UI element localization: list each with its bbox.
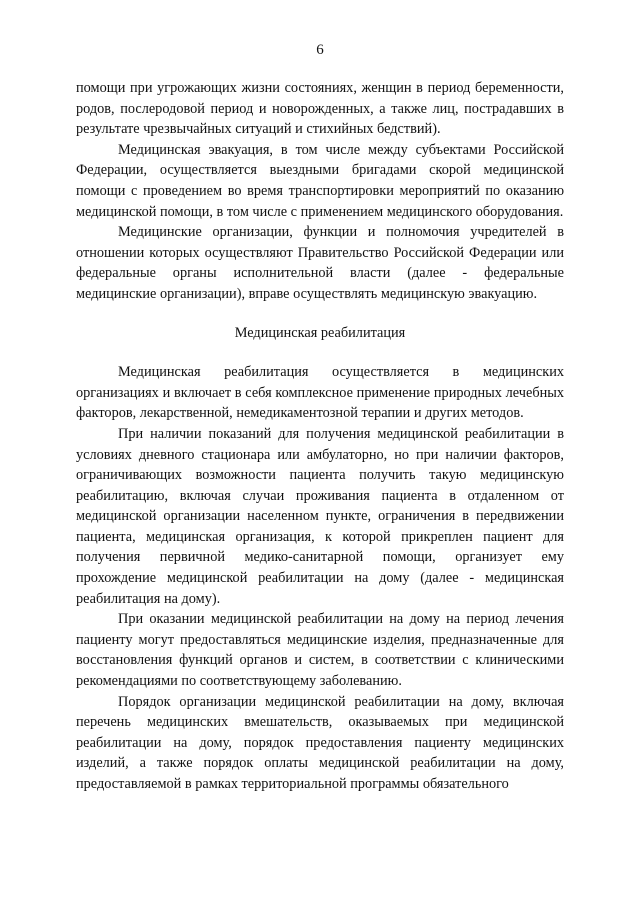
document-body [76, 78, 564, 795]
paragraph-procedure: Порядок организации медицинской реабилитации на дому, включая перечень медицинских вмешательств, оказываемых при медицинской реабилитации на дому, порядок предоставления пациенту медицинских изделий, а также порядок оплаты медицинской реабилитации на дому, предоставляемой в рамках территориальной программы обязательного [76, 693, 564, 792]
paragraph-federal-organizations: Медицинские организации, функции и полномочия учредителей в отношении которых осуществляют Правительство Российской Федерации или федеральные органы исполнительной власти (далее - федеральные медицинские организации), вправе осуществлять медицинскую эвакуацию. [76, 224, 564, 302]
paragraph-rehabilitation-definition: Медицинская реабилитация осуществляется в медицинских организациях и включает в себя комплексное применение природных лечебных факторов, лекарственной, немедикаментозной терапии и других методов. [76, 364, 564, 422]
paragraph-medical-devices: При оказании медицинской реабилитации на дому на период лечения пациенту могут предоставляться медицинские изделия, предназначенные для восстановления функций органов и систем, в соответствии с клиническими рекомендациями по соответствующему заболеванию. [76, 611, 564, 690]
paragraph-continued: помощи при угрожающих жизни состояниях, женщин в период беременности, родов, послеродовой период и новорожденных, а также лиц, пострадавших в результате чрезвычайных ситуаций и стихийных бедствий). [76, 80, 564, 138]
section-heading: Медицинская реабилитация [234, 324, 406, 341]
paragraph-home-rehabilitation: При наличии показаний для получения медицинской реабилитации в условиях дневного стационара или амбулаторно, но при наличии факторов, ограничивающих возможности пациента получить такую медицинскую реабилитацию, включая случаи проживания пациента в отдаленном от медицинской организации населенном пункте, ограничения в передвижении пациента, медицинская организация, к которой прикреплен пациент для получения первичной медико-санитарной помощи, организует ему прохождение медицинской реабилитации на дому (далее - медицинская реабилитация на дому). [76, 425, 564, 607]
page-number: 6 [316, 42, 324, 58]
paragraph-medical-evacuation: Медицинская эвакуация, в том числе между субъектами Российской Федерации, осуществляется выездными бригадами скорой медицинской помощи с проведением во время транспортировки мероприятий по оказанию медицинской помощи, в том числе с применением медицинского оборудования. [76, 141, 564, 220]
